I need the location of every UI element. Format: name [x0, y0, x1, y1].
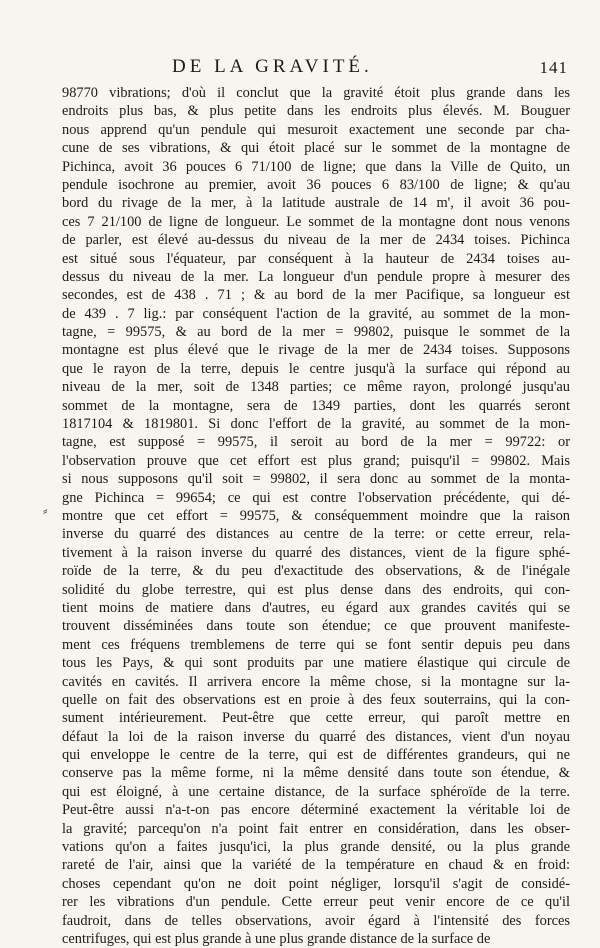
text-line: ment ces fréquens tremblemens de terre qui se font sentir depuis peu dans — [62, 636, 570, 653]
text-line: gne Pichinca = 99654; ce qui est contre l'observation précédente, qui dé- — [62, 489, 570, 506]
text-line: bord du rivage de la mer, à la latitude australe de 14 m', il avoit 36 pou- — [62, 195, 570, 212]
text-line: nous apprend qu'un pendule qui mesuroit exactement une seconde par cha- — [62, 121, 570, 138]
text-line: de parler, est élevé au-dessus du niveau de la mer de 2434 toises. Pichinca — [62, 232, 570, 249]
text-line: rer les vibrations d'un pendule. Cette erreur peut venir encore de ce qu'il — [62, 894, 570, 911]
text-line: cavités en cavités. Il arrivera encore la même chose, si la montagne sur la- — [62, 673, 570, 690]
text-line: Peut-être aussi n'a-t-on pas encore déterminé exactement la véritable loi de — [62, 802, 570, 819]
body-text — [62, 84, 570, 948]
text-line: secondes, est de 438 . 71 ; & au bord de la mer Pacifique, sa longueur est — [62, 287, 570, 304]
text-line: tivement à la raison inverse du quarré des distances, vient de la figure sphé- — [62, 544, 570, 561]
text-line: qui est éloigné, à une certaine distance, de la surface sphéroïde de la terre. — [62, 783, 570, 800]
text-line: inverse du quarré des distances au centre de la terre: or cette erreur, rela- — [62, 526, 570, 543]
text-line: niveau de la mer, soit de 1348 parties; ce même rayon, prolongé jusqu'au — [62, 379, 570, 396]
text-line: défaut la loi de la raison inverse du quarré des distances, vient d'un noyau — [62, 728, 570, 745]
text-line: sommet de la montagne, sera de 1349 parties, dont les quarrés seront — [62, 397, 570, 414]
page-number: 141 — [539, 58, 568, 77]
text-line: 1817104 & 1819801. Si donc l'effort de la gravité, au sommet de la mon- — [62, 416, 570, 433]
text-line: montagne est plus élevé que le rivage de la mer de 2434 toises. Supposons — [62, 342, 570, 359]
text-line: tous les Pays, & qui sont produits par une matiere élastique qui circule de — [62, 655, 570, 672]
text-line: cune de ses vibrations, & qui étoit placé sur le sommet de la montagne de — [62, 140, 570, 157]
text-line: Pichinca, avoit 36 pouces 6 71/100 de ligne; que dans la Ville de Quito, un — [62, 158, 570, 175]
page-header — [60, 54, 568, 82]
text-line: dessus du niveau de la mer. La longueur d'un pendule propre à mesurer des — [62, 268, 570, 285]
text-line: si nous supposons qu'il soit = 99802, il sera donc au sommet de la monta- — [62, 471, 570, 488]
text-line: rareté de l'air, ainsi que la variété de la température en chaud & en froid: — [62, 857, 570, 874]
text-line: 98770 vibrations; d'où il conclut que la gravité étoit plus grande dans les — [62, 85, 570, 101]
text-line: solidité du globe terrestre, qui est plus dense dans des endroits, qui con- — [62, 581, 570, 598]
text-line: quelle on fait des observations est en proie à des feux souterrains, qui la con- — [62, 691, 570, 708]
text-line: centrifuges, qui est plus grande à une plus grande distance de la surface de — [62, 930, 491, 947]
running-title: DE LA GRAVITÉ. — [172, 56, 373, 77]
text-line: ces 7 21/100 de ligne de longueur. Le sommet de la montagne dont nous venons — [62, 213, 570, 230]
text-line: montre que cet effort = 99575, & conséquemment moindre que la raison — [62, 507, 570, 524]
text-line: faudroit, dans de telles observations, avoir égard à l'intensité des forces — [62, 912, 570, 929]
text-line: choses cependant qu'on ne doit point négliger, lorsqu'il s'agit de considé- — [62, 875, 570, 892]
text-line: qui enveloppe le centre de la terre, qui est de différentes grandeurs, qui ne — [62, 747, 570, 764]
text-line: roïde de la terre, & du peu d'exactitude des observations, & de l'inégale — [62, 563, 570, 580]
text-line: l'observation prouve que cet effort est plus grand; puisqu'il = 99802. Mais — [62, 452, 570, 469]
text-line: tagne, est supposé = 99575, il seroit au bord de la mer = 99722: or — [62, 434, 570, 451]
text-line: sument intérieurement. Peut-être que cette erreur, qui paroît mettre en — [62, 710, 570, 727]
text-line: de 439 . 7 lig.: par conséquent l'action de la gravité, au sommet de la mon- — [62, 305, 570, 322]
text-line: endroits plus bas, & plus petite dans les endroits plus élevés. M. Bouguer — [62, 103, 570, 120]
text-line: trouvent disséminées dans toute son étendue; ce que prouvent manifeste- — [62, 618, 570, 635]
text-line: est situé sous l'équateur, par conséquent à la hauteur de 2434 toises au- — [62, 250, 570, 267]
text-line: conserve pas la même forme, ni la même densité dans toute son étendue, & — [62, 765, 570, 782]
text-line: tient moins de matiere dans d'autres, eu égard aux grandes cavités qui se — [62, 599, 570, 616]
text-line: la gravité; parcequ'on n'a point fait entrer en considération, dans les obser- — [62, 820, 570, 837]
text-line: tagne, = 99575, & au bord de la mer = 99802, puisque le sommet de la — [62, 324, 570, 341]
text-line: que le rayon de la terre, depuis le centre jusqu'à la surface qui répond au — [62, 360, 570, 377]
text-line: vations qu'on a faites jusqu'ici, la plus grande densité, ou la plus grande — [62, 839, 570, 856]
margin-mark: ⸗ — [43, 504, 48, 519]
text-line: pendule isochrone au premier, avoit 36 pouces 6 83/100 de ligne; & qu'au — [62, 176, 570, 193]
